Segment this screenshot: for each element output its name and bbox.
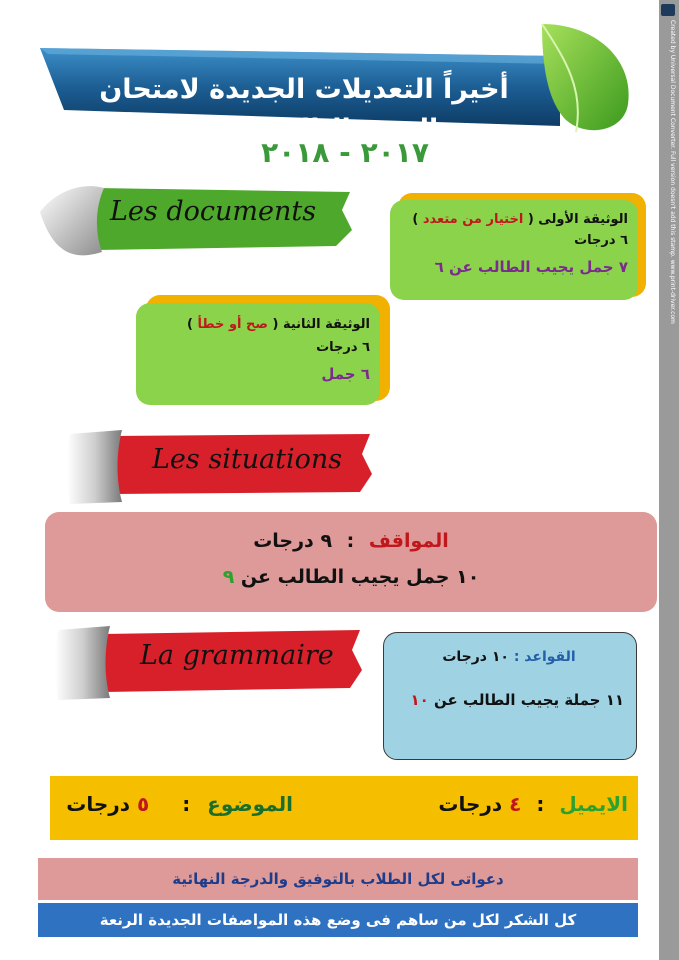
exam-years: ٢٠١٧ - ٢٠١٨	[261, 136, 429, 169]
situations-heading: Les situations	[152, 444, 343, 475]
grammar-rule-num: ١٠	[410, 691, 429, 709]
grammar-grade: ١٠ درجات	[442, 649, 509, 665]
doc2-box	[136, 303, 380, 405]
grammar-label: القواعد :	[513, 649, 576, 665]
doc1-close: )	[412, 212, 419, 227]
topic-group	[66, 792, 293, 816]
wishes-bar: دعواتى لكل الطلاب بالتوفيق والدرجة النهائية	[38, 858, 638, 900]
grammar-box	[383, 632, 637, 760]
page-title: أخيراً التعديلات الجديدة لامتحان الصف الثالث الثانوى	[99, 74, 509, 145]
doc1-grade: ٦ درجات	[574, 233, 628, 248]
writing-box	[50, 776, 638, 840]
doc1-type: اختيار من متعدد	[422, 212, 524, 227]
doc1-title: الوثيقة الأولى (	[527, 212, 628, 227]
situations-rule: ١٠ جمل يجيب الطالب عن	[240, 566, 480, 588]
email-sep: :	[536, 792, 545, 816]
doc2-grade: ٦ درجات	[316, 340, 370, 355]
thanks-bar: كل الشكر لكل من ساهم فى وضع هذه المواصفات الجديدة الرنعة	[38, 903, 638, 937]
watermark-text: Created by Universal Document Converter. Full version doesn't add this stamp. www.print-driver.com	[669, 20, 676, 324]
topic-grade-num: ٥	[137, 792, 150, 816]
situations-rule-num: ٩	[222, 566, 235, 588]
doc2-rule: ٦ جمل	[321, 365, 370, 383]
documents-heading: Les documents	[110, 196, 317, 227]
converter-logo-icon	[661, 4, 675, 16]
situations-sep: :	[346, 530, 355, 552]
situations-grade: ٩ درجات	[253, 530, 333, 552]
topic-grade-word: درجات	[66, 792, 131, 816]
email-label: الايميل	[559, 792, 628, 816]
leaf-icon	[536, 20, 636, 140]
situations-label: المواقف	[368, 530, 449, 552]
doc2-title: الوثيقة الثانية (	[272, 317, 370, 332]
grammar-rule: ١١ جملة يجيب الطالب عن	[433, 691, 624, 709]
grammar-heading: La grammaire	[140, 640, 334, 671]
doc1-rule: ٧ جمل يجيب الطالب عن ٦	[434, 258, 628, 276]
email-grade-num: ٤	[509, 792, 522, 816]
doc2-type: صح أو خطأ	[197, 317, 268, 332]
situations-box	[45, 512, 657, 612]
doc1-box	[390, 200, 638, 300]
doc2-close: )	[187, 317, 193, 332]
topic-label: الموضوع	[207, 792, 293, 816]
email-group	[438, 792, 628, 816]
email-grade-word: درجات	[438, 792, 503, 816]
topic-sep: :	[182, 792, 191, 816]
